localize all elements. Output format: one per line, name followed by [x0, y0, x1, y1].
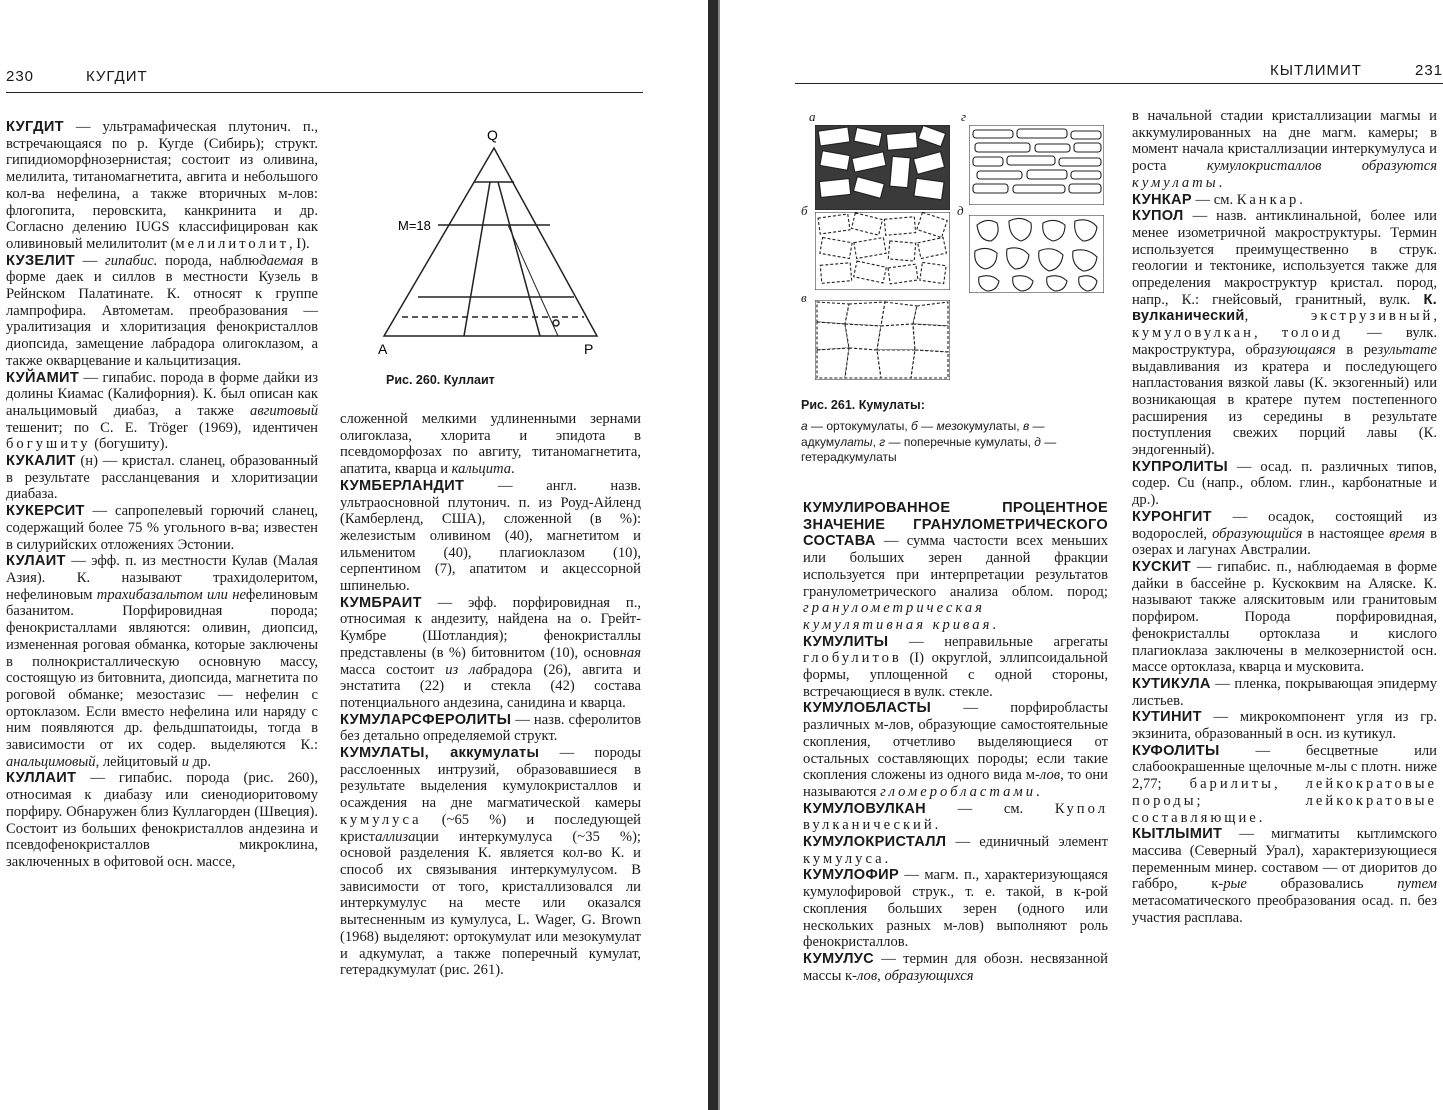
right-running-head: КЫТЛИМИТ: [1270, 62, 1362, 79]
entry-continuation: сложенной мелкими удлиненными зернами олигоклаза, хлорита и эпидота в псевдоморфозах по авгиту, титаномагнетита, апатита, кварца и кальцита.: [340, 411, 641, 478]
entry-kukersit: КУКЕРСИТ — сапропелевый горючий сланец, содержащий более 75 % угольного в-ва; известен в силурийских отложениях Эстонии.: [6, 503, 318, 553]
right-column-2: [1132, 108, 1437, 926]
label-a: A: [378, 341, 388, 357]
book-gutter: [708, 0, 718, 1110]
entry-kunkar: КУНКАР — см. Канкар.: [1132, 191, 1303, 208]
entry-kumulirovannoe: КУМУЛИРОВАННОЕ ПРОЦЕНТНОЕ ЗНАЧЕНИЕ ГРАНУЛОМЕТРИЧЕСКОГО СОСТАВА — сумма частости всех меньших или больших зерен данной фракции используется при интерпретации результатов гранулометрического анализа облом. пород; гранулометрическая кумулятивная кривая.: [803, 500, 1108, 633]
triangle-outline: [384, 148, 597, 336]
label-q: Q: [487, 127, 498, 143]
entry-kumularsferolity: КУМУЛАРСФЕРОЛИТЫ — назв. сферолитов без детально определяемой структ.: [340, 711, 641, 745]
entry-kumulus-continuation: в начальной стадии кристаллизации магмы и аккумулированных на дне магм. камеры; в момент начала кристаллизации интеркумулуса и роста кумулокристаллов образуются кумулаты.: [1132, 108, 1437, 191]
right-page-number: 231: [1415, 62, 1443, 79]
entry-kukalit: КУКАЛИТ (н) — кристал. сланец, образованный в результате рассланцевания и хлоритизации диабаза.: [6, 453, 318, 503]
triangle-line: [498, 182, 540, 336]
entry-kulait: КУЛАИТ — эфф. п. из местности Кулав (Малая Азия). К. называют трахидолеритом, нефелиновым трахибазальтом или нефелиновым базанитом. Порфировидная порода; фенокристаллами являются: оливин, диопсид, измененная роговая обманка, которые заключены в полнокристаллическую основную массу, состоящую из битовнита, диопсида, магнетита по роговой обманке; мезостазис — нефелин с ортоклазом. Если вместо нефелина или наряду с ним появляются др. фельдшпатоиды, тогда в зависимости от их содер. выделяются К.: анальцимовый, лейцитовый и др.: [6, 553, 318, 770]
label-p: P: [584, 341, 594, 357]
entry-kumulokristall: КУМУЛОКРИСТАЛЛ — единичный элемент кумулуса.: [803, 834, 1108, 867]
triangle-line: [464, 182, 490, 336]
panel-v-adcumulates: [815, 300, 950, 380]
entry-kytlymit: КЫТЛЫМИТ — мигматиты кытлимского массива (Северный Урал), характеризующиеся переменным минер. составом — от диоритов до габбро, к-рые образовались путем метасоматического преобразования осад. п. без участия расплава.: [1132, 826, 1437, 926]
entry-kuprolity: КУПРОЛИТЫ — осад. п. различных типов, содер. Cu (напр., облом. глин., карбонатные и др.).: [1132, 458, 1437, 509]
gutter-edge: [718, 0, 720, 1110]
entry-kuiamit: КУЙАМИТ — гипабис. порода в форме дайки из долины Киамас (Калифорния). К. был описан как анальцимовый диабаз, а также авгитовый тешенит; по С. Е. Tröger (1969), идентичен богушиту (богушиту).: [6, 369, 318, 453]
left-running-head: КУГДИТ: [86, 68, 148, 85]
panel-label-v: в: [801, 290, 807, 305]
entry-kugdit: КУГДИТ — ультрамафическая плутонич. п., встречающаяся по р. Кугде (Сибирь); структ. гипидиоморфнозернистая; состоит из оливина, мелилита, титаномагнетита, авгита и небольшого кол-ва нефелина, а также вторичных м-лов: флогопита, перовскита, канкринита и др. Согласно делению IUGS классифицирован как оливиновый мелилитолит (мелилитолит, I).: [6, 119, 318, 252]
figure-260-caption: Рис. 260. Куллаит: [386, 373, 495, 387]
panel-label-d: д: [957, 203, 964, 218]
entry-kumulus: КУМУЛУС — термин для обозн. несвязанной массы к-лов, образующихся: [803, 950, 1108, 984]
figure-261-caption: а — ортокумулаты, б — мезокумулаты, в — адкумулаты, г — поперечные кумулаты, д — гетерадкумулаты: [801, 419, 1057, 464]
left-page-number: 230: [6, 68, 35, 85]
left-header-rule: [6, 92, 643, 93]
triangle-line: [508, 225, 558, 336]
figure-260-triangle: [372, 122, 612, 362]
entry-kullait: КУЛЛАИТ — гипабис. порода (рис. 260), относимая к диабазу или сиенодиоритовому порфиру. Обнаружен близ Куллагорден (Швеция). Состоит из больших фенокристаллов андезина и псевдофенокристаллов микроклина, заключенных в офитовой осн. массе,: [6, 770, 318, 870]
panel-label-g: г: [961, 109, 967, 124]
left-column-1: [6, 119, 318, 871]
panel-b-mesocumulates: [815, 212, 950, 290]
entry-kurongit: КУРОНГИТ — осадок, состоящий из водорослей, образующийся в настоящее время в озерах и лагунах Австралии.: [1132, 508, 1437, 559]
entry-kumulofir: КУМУЛОФИР — магм. п., характеризующаяся кумулофировой струк., т. е. такой, в к-рой скопления больших зерен (одного или нескольких разных м-лов) выполняют роль фенокристаллов.: [803, 867, 1108, 951]
entry-kumuloblasty: КУМУЛОБЛАСТЫ — порфиробласты различных м-лов, образующие самостоятельные скопления, отчетливо выделяющиеся от остальных составляющих породы; если такие скопления сложены из одного вида м-лов, то они называются гломеробластами.: [803, 700, 1108, 800]
panel-g-transverse-cumulates: [969, 125, 1104, 205]
point-marker: [553, 320, 559, 326]
entry-kumulaty: КУМУЛАТЫ, аккумулаты — породы расслоенных интрузий, образовавшиеся в результате выделения кумулокристаллов и осаждения на дне магматической камеры кумулуса (~65 %) и последующей кристаллизации интеркумулуса (~35 %); основой разделения К. является кол-во К. и способ их связывания интеркумулусом. В зависимости от того, кристаллизовался ли интеркумулус на месте или оказался вытесненным из кумулуса, L. Wager, G. Brown (1968) выделяют: ортокумулат или мезокумулат и адкумулат, а также поперечный кумулат, гетерадкумулат (рис. 261).: [340, 745, 641, 979]
entry-kumulovulkan: КУМУЛОВУЛКАН — см. Купол вулканический.: [803, 800, 1108, 834]
entry-kutikula: КУТИКУЛА — пленка, покрывающая эпидерму листьев.: [1132, 675, 1437, 709]
panel-d-heteradcumulates: [969, 215, 1104, 293]
entry-kuzelit: КУЗЕЛИТ — гипабис. порода, наблюдаемая в форме даек и силлов в местности Кузель в Рейнском Палатинате. К. относят к группе лампрофира. Автометам. преобразования — уралитизация и хлоритизация фенокристаллов диопсида, замещение лабрадора олигоклазом, а также окварцевание и кальцитизация.: [6, 252, 319, 369]
entry-kupol: КУПОЛ — назв. антиклинальной, более или менее изометричной макроструктуры. Термин используется преимущественно в струк. геологии и тектонике, используется также для определения макроструктур кристал. пород, напр., К.: гнейсовый, гранитный, вулк. К. вулканический, экструзивный, кумуловулкан, толоид — вулк. макроструктура, образующаяся в результате выдавливания из кратера и последующего напластования вязкой лавы (К. экзогенный) или возникающая в кратере путем постепенного расширения из середины в результате поступления свежих порций лавы (К. эндогенный).: [1132, 208, 1437, 459]
left-column-2: [340, 411, 641, 979]
right-header-rule: [795, 83, 1443, 84]
entry-kumulity: КУМУЛИТЫ — неправильные агрегаты глобулитов (I) округлой, эллипсоидальной формы, уплощенной с одной стороны, встречающиеся в вулк. стекле.: [803, 633, 1108, 700]
entry-kufolity: КУФОЛИТЫ — бесцветные или слабоокрашенные щелочные м-лы с плотн. ниже 2,77; барилиты, лейкократовые породы; лейкократовые составляющие.: [1132, 742, 1437, 826]
panel-label-a: а: [809, 109, 816, 124]
panel-label-b: б: [801, 203, 808, 218]
entry-kumberlandit: КУМБЕРЛАНДИТ — англ. назв. ультраосновной плутонич. п. из Роуд-Айленд (Камберленд, США), сложенной (в %): железистым оливином (40), магнетитом и ильменитом (40), плагиоклазом (10), серпентином (7), апатитом и акцессорной шпинелью.: [340, 477, 641, 595]
right-column-1: [803, 500, 1108, 984]
entry-kumbrait: КУМБРАИТ — эфф. порфировидная п., относимая к андезиту, найдена на о. Грейт-Кумбре (Шотландия); фенокристаллы представлены (в %) битовнитом (10), основная масса состоит из лабрадора (26), авгита и энстатита (22) и стекла (42) состава потенциального андезина, санидина и кварца.: [340, 594, 641, 711]
entry-kutinit: КУТИНИТ — микрокомпонент угля из гр. экзинита, образованный в осн. из кутикул.: [1132, 709, 1437, 743]
entry-kuskit: КУСКИТ — гипабис. п., наблюдаемая в форме дайки в бассейне р. Кускоквим на Аляске. К. называют также аляскитовым или гранитовым порфиром. Порода порфировидная, фенокристаллы ортоклаза и кислого плагиоклаза заключены в мелкозернистой осн. массе ортоклаза, кварца и мусковита.: [1132, 558, 1437, 676]
label-m: M=18: [398, 218, 431, 233]
panel-a-orthocumulates: [815, 125, 950, 210]
figure-261-title: Рис. 261. Кумулаты:: [801, 398, 925, 412]
